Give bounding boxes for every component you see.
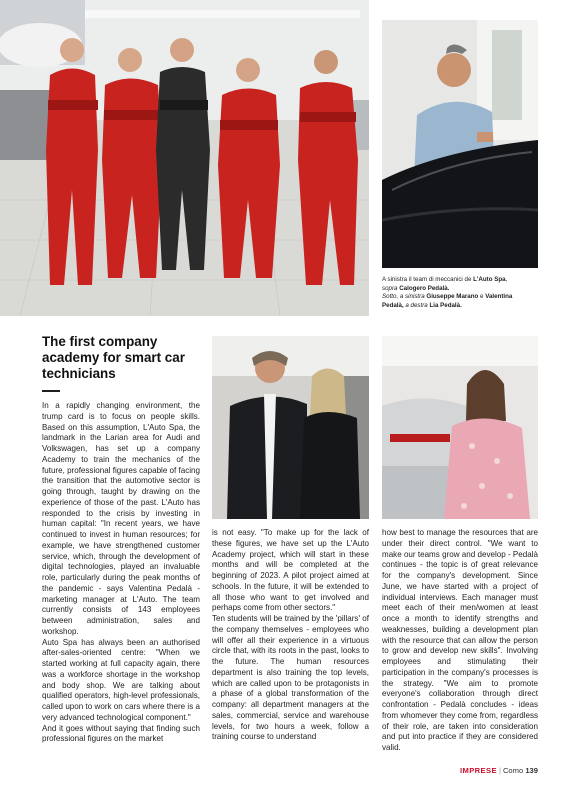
page-number: 139 xyxy=(525,766,538,775)
footer-separator: | xyxy=(498,766,501,775)
article-column-2 xyxy=(212,528,369,743)
paragraph: Ten students will be trained by the 'pillars' of the company themselves - employees who will offer all their experience in a virtuous circle that, with its roots in the past, looks to the future. The human resources department is also training the top levels, which are called upon to be protagonists in a phase of a global transformation of the company: all department managers at the sales, commercial, service and warehouse levels, for two hours a week, follow a training course to understand xyxy=(212,614,369,742)
page-footer xyxy=(460,766,538,775)
footer-place: Como xyxy=(502,766,524,775)
article-headline: The first company academy for smart car technicians xyxy=(42,334,185,381)
calogero-pedala-photo xyxy=(382,20,538,268)
article-column-3 xyxy=(382,528,538,754)
photo-caption: A sinistra il team di meccanici de L'Auto Spa, sopra Calogero Pedalà. Sotto, a sinistra Giuseppe Marano e Valentina Pedalà, a destra Lia Pedalà. xyxy=(382,276,513,309)
section-name: IMPRESE xyxy=(459,766,497,775)
paragraph: In a rapidly changing environment, the trump card is to focus on people skills. Based on this assumption, L'Auto Spa, the landmark in the Larian area for Audi and Volkswagen, has set up a company Academy to train the mechanics of the future, professional figures capable of facing the transition that the automotive sector is going through, taught by drawing on the experience of those of the past. L'Auto has responded to the crisis by investing in human capital: "In recent years, we have continued to invest in human resources; for example, we have strengthened customer service, which, through the development of digital technologies, played an invaluable role, particularly during the peak months of the pandemic - says Valentina Pedalà - marketing manager at L'Auto. The team currently consists of 143 employees between administration, sales and workshop. xyxy=(42,401,200,636)
mechanics-team-photo xyxy=(0,0,369,316)
paragraph: how best to manage the resources that are under their direct control. "We want to make our teams grow and develop - Pedalà continues - the topic is of great relevance for the company's development. Since June, we have started with a project of individual interviews. Each manager must meet each of their men/women at least once a month to identify strengths and weaknesses, building a development plan with the resource that can allow the person to grow and develop new skills". Involving employees and stimulating their participation in the company's processes is the strategy. "We aim to promote everyone's collaboration through direct confrontation - Pedalà concludes - ideas from whomever they come from, regardless of their role, are taken into consideration and put into practice if they are considered valid. xyxy=(382,528,538,752)
lia-pedala-photo xyxy=(382,336,538,519)
paragraph: And it goes without saying that finding such professional figures on the market xyxy=(42,723,200,744)
article-column-1 xyxy=(42,401,200,745)
marano-pedala-photo xyxy=(212,336,369,519)
paragraph: is not easy. "To make up for the lack of these figures, we have set up the L'Auto Academy project, which will start in these months and will be completed at the beginning of 2023. A pilot project aimed at schools. In the future, it will be extended to all those who want to get involved and perhaps come from other sectors." xyxy=(212,528,369,613)
headline-rule xyxy=(42,390,60,392)
paragraph: Auto Spa has always been an authorised after-sales-oriented centre: "When we started working at full capacity again, there was a workforce shortage in the workshop and body shop. We are talking about qualified operators, high-level professionals, called upon to work on cars where there is a very advanced technological component." xyxy=(42,637,200,722)
